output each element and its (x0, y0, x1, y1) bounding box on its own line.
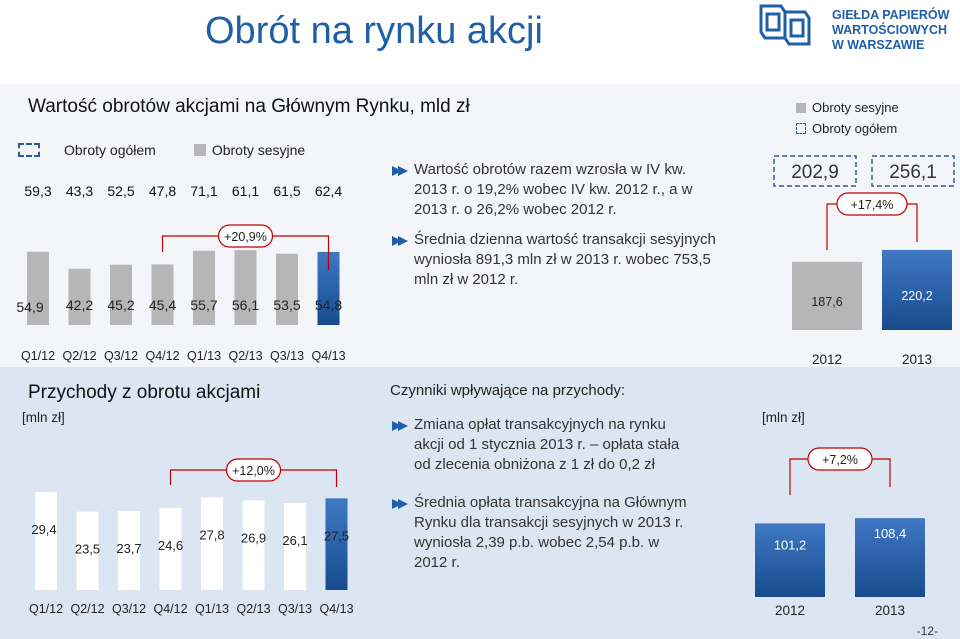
category-tick-label: Q4/13 (319, 602, 354, 616)
category-tick-label: Q1/13 (194, 602, 230, 616)
legend-dashed-swatch (796, 123, 806, 134)
revenue-value-label: 29,4 (31, 522, 57, 537)
category-tick-label: Q2/12 (70, 602, 105, 616)
category-tick-label: 2013 (901, 352, 933, 367)
session-value-label: 45,4 (148, 297, 177, 313)
gpw-logo-text: GIEŁDA PAPIERÓW WARTOŚCIOWYCH W WARSZAWIE (832, 8, 950, 52)
factors-heading: Czynniki wpływające na przychody: (390, 382, 626, 399)
revenue-value-label: 26,9 (240, 530, 267, 546)
growth-label: +7,2% (822, 453, 858, 467)
session-value-label: 220,2 (901, 288, 933, 303)
gpw-logo-icon (745, 2, 825, 50)
total-value-label: 61,5 (273, 183, 301, 199)
revenue-value-label: 27,5 (323, 528, 350, 544)
annual-revenue-chart (750, 425, 960, 620)
category-tick-label: Q2/13 (228, 349, 263, 363)
page-title: Obrót na rynku akcji (205, 10, 543, 52)
total-value-label: 62,4 (314, 183, 343, 199)
category-tick-label: Q4/12 (145, 349, 180, 363)
revenue-value-label: 24,6 (157, 538, 184, 553)
bullet-item: Wartość obrotów razem wzrosła w IV kw. 2013 r. o 19,2% wobec IV kw. 2012 r., a w 2013 r. o 26,2% wobec 2012 r. (390, 160, 720, 220)
category-tick-label: Q2/12 (62, 349, 97, 363)
legend-total-label: Obroty ogółem (64, 142, 156, 158)
annual-turnover-legend (796, 100, 899, 136)
category-tick-label: Q3/12 (103, 349, 139, 363)
session-bar (276, 254, 298, 325)
arrow-bullet-icon (390, 234, 410, 248)
total-value-label: 202,9 (791, 162, 839, 183)
revenue-value-label: 101,2 (773, 537, 807, 553)
category-tick-label: 2012 (811, 352, 843, 367)
revenue-value-label: 27,8 (199, 527, 225, 543)
legend-total-label: Obroty ogółem (812, 121, 898, 136)
page-number: -12- (916, 624, 938, 638)
session-value-label: 187,6 (811, 294, 843, 309)
arrow-bullet-icon (390, 164, 410, 178)
session-value-label: 54,8 (314, 297, 343, 313)
session-value-label: 55,7 (190, 297, 218, 313)
category-tick-label: Q1/12 (28, 602, 64, 616)
category-tick-label: Q2/13 (236, 602, 271, 616)
session-bar (235, 250, 257, 325)
revenue-value-label: 23,5 (74, 541, 101, 557)
turnover-heading: Wartość obrotów akcjami na Głównym Rynku, mld zł (28, 96, 470, 117)
total-value-label: 71,1 (190, 183, 218, 199)
legend-gray-swatch (796, 103, 806, 113)
revenue-value-label: 26,1 (282, 533, 308, 548)
total-value-label: 61,1 (231, 183, 260, 199)
quarterly-turnover-chart (0, 170, 370, 370)
session-value-label: 54,9 (16, 299, 44, 315)
arrow-bullet-icon (390, 497, 410, 511)
session-value-label: 42,2 (65, 297, 94, 313)
category-tick-label: 2013 (874, 603, 906, 618)
session-bar (110, 265, 132, 325)
revenue-bar (201, 497, 223, 590)
session-value-label: 45,2 (107, 297, 135, 313)
category-tick-label: 2012 (774, 603, 806, 618)
revenue-bar (35, 492, 57, 590)
category-tick-label: Q4/12 (153, 602, 188, 616)
legend-dashed-swatch (18, 143, 40, 157)
total-value-label: 47,8 (148, 183, 177, 199)
total-value-label: 59,3 (24, 183, 52, 199)
category-tick-label: Q3/13 (277, 602, 313, 616)
annual-turnover-chart (750, 150, 960, 370)
category-tick-label: Q1/13 (186, 349, 222, 363)
session-bar (193, 251, 215, 325)
revenue-value-label: 108,4 (873, 526, 907, 542)
revenue-bullets (390, 415, 690, 573)
revenue-bar (323, 498, 350, 590)
arrow-bullet-icon (390, 419, 410, 433)
bullet-item: Średnia dzienna wartość transakcji sesyjnych wyniosła 891,3 mln zł w 2013 r. wobec 753,5 mln zł w 2012 r. (390, 230, 720, 290)
category-tick-label: Q3/13 (269, 349, 305, 363)
revenue-unit-label: [mln zł] (22, 410, 65, 425)
revenue-bar (755, 523, 825, 597)
session-value-label: 56,1 (231, 297, 260, 313)
growth-label: +20,9% (224, 230, 267, 244)
growth-label: +12,0% (232, 464, 275, 478)
growth-label: +17,4% (850, 198, 894, 212)
quarterly-revenue-chart (0, 415, 370, 620)
category-tick-label: Q1/12 (20, 349, 56, 363)
legend-gray-swatch (194, 144, 206, 156)
quarterly-turnover-legend (18, 142, 305, 158)
session-value-label: 53,5 (273, 297, 301, 313)
legend-session-label: Obroty sesyjne (211, 142, 306, 158)
total-value-label: 256,1 (889, 162, 937, 183)
bullet-item: Zmiana opłat transakcyjnych na rynku akcji od 1 stycznia 2013 r. – opłata stała od zlecenia obniżona z 1 zł do 0,2 zł (390, 415, 690, 475)
session-bar (152, 264, 174, 325)
revenue-value-label: 23,7 (116, 541, 142, 556)
total-value-label: 52,5 (107, 183, 135, 199)
annual-revenue-unit-label: [mln zł] (762, 410, 805, 425)
category-tick-label: Q4/13 (311, 349, 346, 363)
legend-session-label: Obroty sesyjne (812, 100, 899, 115)
bullet-item: Średnia opłata transakcyjna na Głównym Rynku dla transakcji sesyjnych w 2013 r. wyniosła 2,39 p.b. wobec 2,54 p.b. w 2012 r. (390, 493, 690, 573)
revenue-heading: Przychody z obrotu akcjami (28, 382, 261, 403)
category-tick-label: Q3/12 (111, 602, 147, 616)
turnover-bullets (390, 160, 720, 290)
total-value-label: 43,3 (65, 183, 94, 199)
